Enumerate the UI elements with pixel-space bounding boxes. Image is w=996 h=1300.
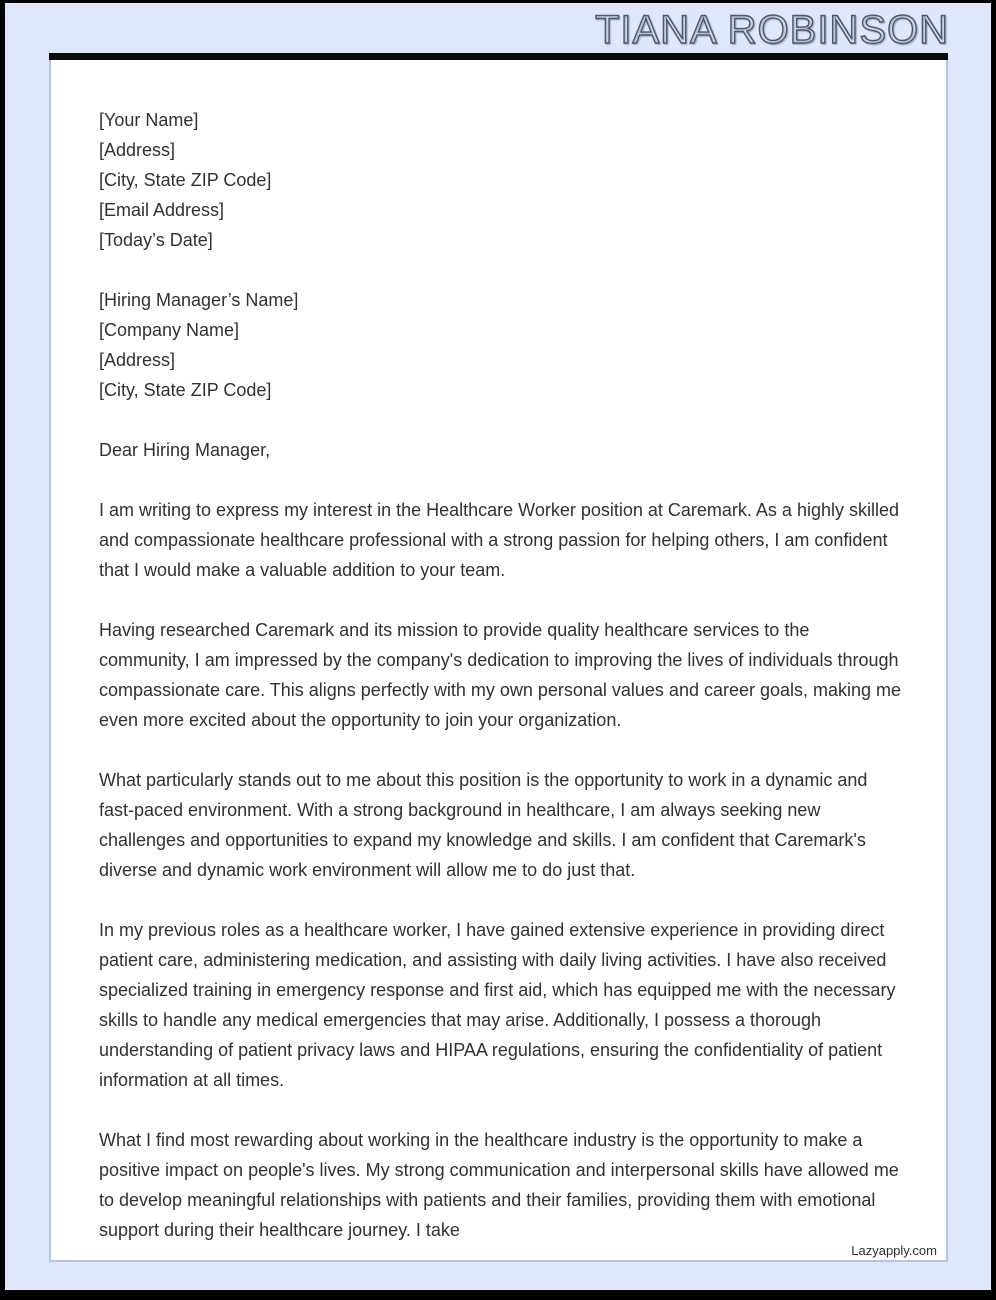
address-line: [Email Address] [99, 200, 225, 220]
address-line: [Company Name] [99, 320, 240, 340]
watermark-text: Lazyapply.com [851, 1243, 937, 1258]
address-line: [Address] [99, 350, 176, 370]
greeting-line: Dear Hiring Manager, [99, 440, 271, 460]
letter-page [49, 53, 948, 1262]
letter-page-body [49, 60, 948, 1262]
address-line: [City, State ZIP Code] [99, 170, 272, 190]
body-paragraphs [99, 495, 905, 1245]
recipient-address-block [99, 285, 905, 405]
body-paragraph: What I find most rewarding about working in the healthcare industry is the opportunity to make a positive impact on people's lives. My strong communication and interpersonal skills have allowed me to develop meaningful relationships with patients and their families, providing them with emotional support during their healthcare journey. I take [99, 1130, 899, 1240]
body-paragraph: I am writing to express my interest in the Healthcare Worker position at Caremark. As a highly skilled and compassionate healthcare professional with a strong passion for helping others, I am confident that I would make a valuable addition to your team. [99, 500, 899, 580]
address-line: [Address] [99, 140, 176, 160]
body-paragraph: Having researched Caremark and its mission to provide quality healthcare services to the community, I am impressed by the company's dedication to improving the lives of individuals through compassionate care. This aligns perfectly with my own personal values and career goals, making me even more excited about the opportunity to join your organization. [99, 620, 902, 730]
candidate-name-heading: TIANA ROBINSON [594, 8, 949, 52]
address-line: [Your Name] [99, 110, 199, 130]
address-line: [Today’s Date] [99, 230, 213, 250]
body-paragraph: In my previous roles as a healthcare worker, I have gained extensive experience in providing direct patient care, administering medication, and assisting with daily living activities. I have also received specialized training in emergency response and first aid, which has equipped me with the necessary skills to handle any medical emergencies that may arise. Additionally, I possess a thorough understanding of patient privacy laws and HIPAA regulations, ensuring the confidentiality of patient information at all times. [99, 920, 896, 1090]
address-line: [City, State ZIP Code] [99, 380, 272, 400]
body-paragraph: What particularly stands out to me about this position is the opportunity to work in a dynamic and fast-paced environment. With a strong background in healthcare, I am always seeking new challenges and opportunities to expand my knowledge and skills. I am confident that Caremark's diverse and dynamic work environment will allow me to do just that. [99, 770, 868, 880]
address-line: [Hiring Manager’s Name] [99, 290, 299, 310]
letter-content [99, 105, 905, 1245]
sender-address-block [99, 105, 905, 255]
page-top-rule [49, 53, 948, 60]
